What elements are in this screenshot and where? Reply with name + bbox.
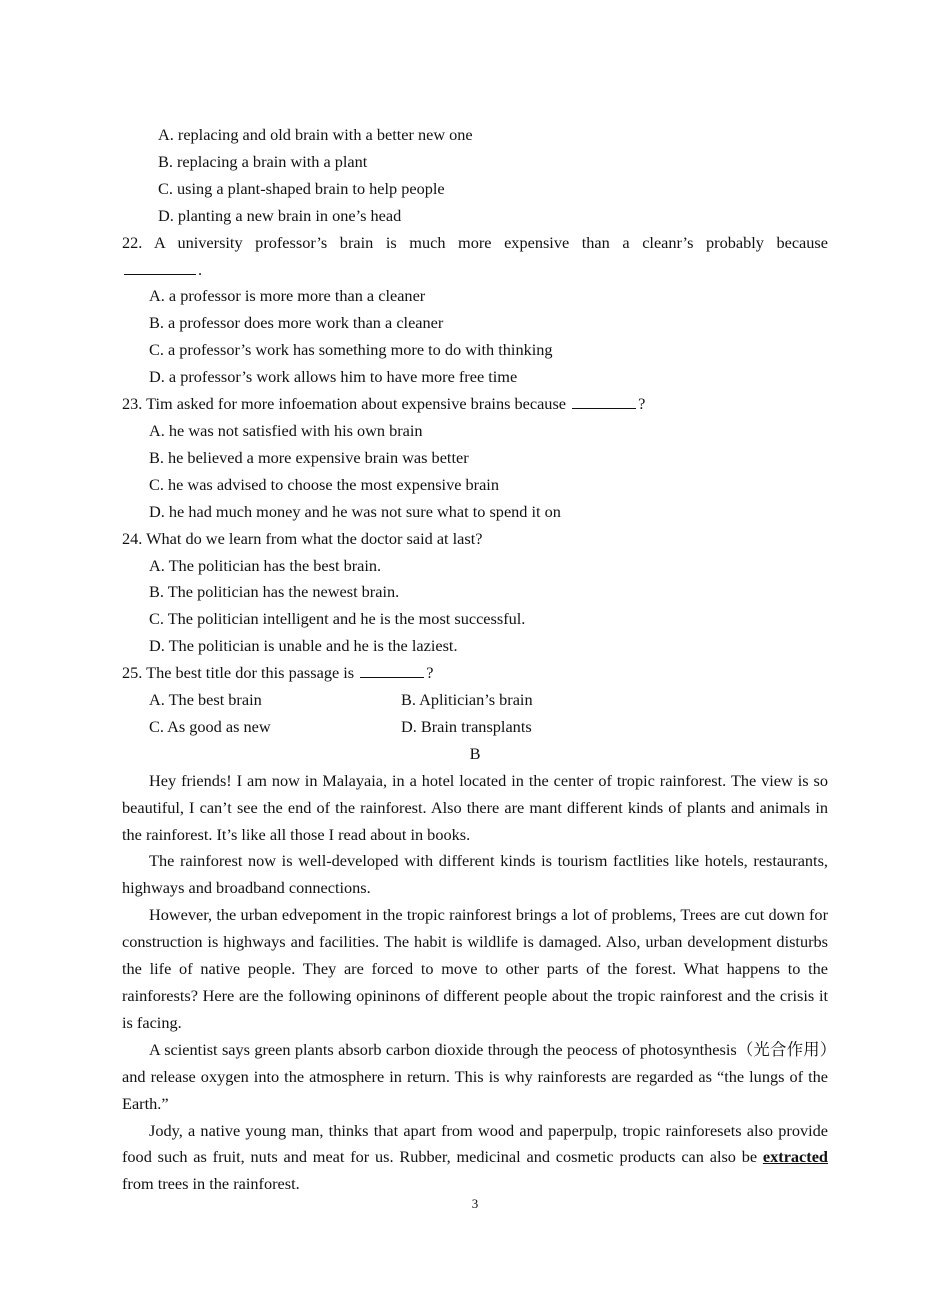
q24-option-a: A. The politician has the best brain. <box>149 555 382 575</box>
q24-option-c: C. The politician intelligent and he is the most successful. <box>149 609 526 629</box>
q25-stem-line <box>122 660 828 687</box>
section-b-heading: B <box>469 743 481 763</box>
q23-option-d: D. he had much money and he was not sure what to spend it on <box>149 501 561 521</box>
q22-stem: 22. A university professor’s brain is much more expensive than a cleanr’s probably because <box>122 232 828 252</box>
q25-option-d: D. Brain transplants <box>401 716 532 736</box>
q22-option-b: B. a professor does more work than a cleaner <box>149 313 444 333</box>
passage-paragraph: A scientist says green plants absorb carbon dioxide through the peocess of photosynthesis（光合作用）and release oxygen into the atmosphere in return. This is why rainforests are regarded as “the lungs of the Earth.” <box>122 1039 828 1113</box>
q23-option-a: A. he was not satisfied with his own brain <box>149 420 423 440</box>
paragraph-text: Jody, a native young man, thinks that apart from wood and paperpulp, tropic rainforesets also provide food such as fruit, nuts and meat for us. Rubber, medicinal and cosmetic products can also be <box>122 1120 828 1167</box>
q24-option-b: B. The politician has the newest brain. <box>149 582 400 602</box>
q25-options-row-2 <box>122 714 828 741</box>
q23-option-b: B. he believed a more expensive brain was better <box>149 447 469 467</box>
q24-stem: 24. What do we learn from what the doctor said at last? <box>122 528 483 548</box>
q23-stem-line <box>122 391 828 418</box>
answer-blank <box>124 260 196 275</box>
passage-paragraph: However, the urban edvepoment in the tropic rainforest brings a lot of problems, Trees are cut down for construction is highways and facilities. The habit is wildlife is damaged. Also, urban development disturbs the life of native people. They are forced to move to other parts of the forest. What happens to the rainforests? Here are the following opininons of different people about the tropic rainforest and the crisis it is facing. <box>122 905 828 1032</box>
answer-blank <box>572 394 636 409</box>
passage-paragraph: The rainforest now is well-developed with different kinds is tourism factlities like hotels, restaurants, highways and broadband connections. <box>122 851 828 898</box>
q24-option-d: D. The politician is unable and he is the laziest. <box>149 636 458 656</box>
q22-option-d: D. a professor’s work allows him to have more free time <box>149 367 518 387</box>
passage-paragraph: Hey friends! I am now in Malayaia, in a hotel located in the center of tropic rainforest. The view is so beautiful, I can’t see the end of the rainforest. Also there are mant different kinds of plants and animals in the rainforest. It’s like all those I read about in books. <box>122 770 828 844</box>
q23-suffix: ? <box>638 394 646 414</box>
q21-option-c: C. using a plant-shaped brain to help people <box>158 178 445 198</box>
page-number: 3 <box>471 1196 479 1211</box>
paragraph-text: from trees in the rainforest. <box>122 1174 300 1194</box>
q22-option-c: C. a professor’s work has something more to do with thinking <box>149 340 553 360</box>
q22-blank-line <box>122 257 828 284</box>
q23-option-c: C. he was advised to choose the most expensive brain <box>149 474 499 494</box>
q25-suffix: ? <box>426 663 434 683</box>
q25-option-b: B. Aplitician’s brain <box>401 690 533 710</box>
q22-option-a: A. a professor is more more than a cleaner <box>149 286 426 306</box>
q22-suffix: . <box>198 259 203 279</box>
passage-paragraph-last <box>122 1118 828 1199</box>
q25-option-a: A. The best brain <box>149 690 262 710</box>
q25-options-row-1 <box>122 687 828 714</box>
document-page <box>122 122 828 1198</box>
q25-stem: 25. The best title dor this passage is <box>122 663 355 683</box>
q21-option-d: D. planting a new brain in one’s head <box>158 205 402 225</box>
q25-option-c: C. As good as new <box>149 716 271 736</box>
q21-option-b: B. replacing a brain with a plant <box>158 151 368 171</box>
emphasized-word: extracted <box>762 1147 828 1167</box>
answer-blank <box>360 663 424 678</box>
q21-option-a: A. replacing and old brain with a better new one <box>158 125 473 144</box>
q23-stem: 23. Tim asked for more infoemation about expensive brains because <box>122 394 567 414</box>
